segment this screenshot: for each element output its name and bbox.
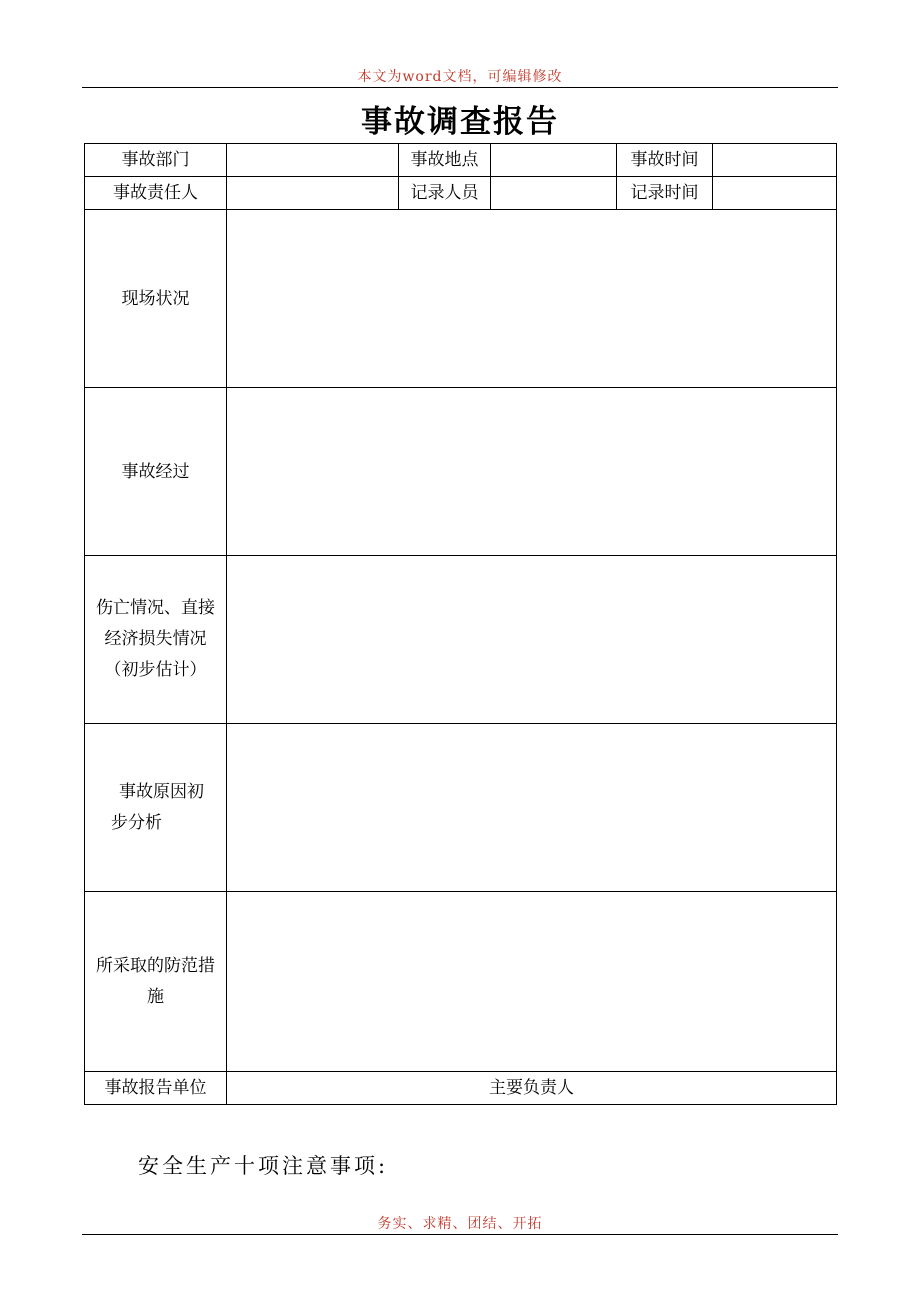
form-row-scene xyxy=(85,210,837,388)
location-label: 事故地点 xyxy=(399,144,491,177)
responsible-label: 事故责任人 xyxy=(85,177,227,210)
record-time-label: 记录时间 xyxy=(617,177,713,210)
accident-time-label: 事故时间 xyxy=(617,144,713,177)
casualty-label xyxy=(85,556,227,724)
casualty-label-line3: （初步估计） xyxy=(104,660,207,680)
recorder-field[interactable] xyxy=(491,177,617,210)
form-row-measures xyxy=(85,892,837,1072)
page-title: 事故调查报告 xyxy=(361,104,559,140)
measures-label-line1: 所采取的防范措 xyxy=(96,955,215,976)
cause-label xyxy=(85,724,227,892)
accident-time-field[interactable] xyxy=(713,144,837,177)
department-field[interactable] xyxy=(227,144,399,177)
process-field[interactable] xyxy=(227,388,837,556)
casualty-label-line1: 伤亡情况、直接 xyxy=(96,598,215,618)
report-unit-label: 事故报告单位 xyxy=(85,1072,227,1105)
scene-label: 现场状况 xyxy=(85,210,227,388)
location-field[interactable] xyxy=(491,144,617,177)
casualty-field[interactable] xyxy=(227,556,837,724)
form-row-cause xyxy=(85,724,837,892)
accident-report-form xyxy=(84,143,837,1105)
record-time-field[interactable] xyxy=(713,177,837,210)
recorder-label: 记录人员 xyxy=(399,177,491,210)
footer-divider xyxy=(82,1234,838,1235)
cause-label-line1: 事故原因初 xyxy=(119,781,204,802)
leader-label: 主要负责人 xyxy=(227,1072,837,1105)
form-row-basic-1 xyxy=(85,144,837,177)
casualty-label-line2: 经济损失情况 xyxy=(104,629,207,649)
measures-field[interactable] xyxy=(227,892,837,1072)
responsible-field[interactable] xyxy=(227,177,399,210)
safety-notice-heading: 安全生产十项注意事项: xyxy=(138,1154,389,1178)
department-label: 事故部门 xyxy=(85,144,227,177)
form-row-casualty xyxy=(85,556,837,724)
form-row-process xyxy=(85,388,837,556)
footer-note: 务实、求精、团结、开拓 xyxy=(377,1216,543,1232)
measures-label-line2: 施 xyxy=(147,986,164,1007)
process-label: 事故经过 xyxy=(85,388,227,556)
cause-field[interactable] xyxy=(227,724,837,892)
cause-label-line2: 步分析 xyxy=(111,812,162,833)
header-note: 本文为word文档，可编辑修改 xyxy=(357,69,563,85)
header-divider xyxy=(82,87,838,88)
form-row-footer xyxy=(85,1072,837,1105)
scene-field[interactable] xyxy=(227,210,837,388)
measures-label xyxy=(85,892,227,1072)
form-row-basic-2 xyxy=(85,177,837,210)
